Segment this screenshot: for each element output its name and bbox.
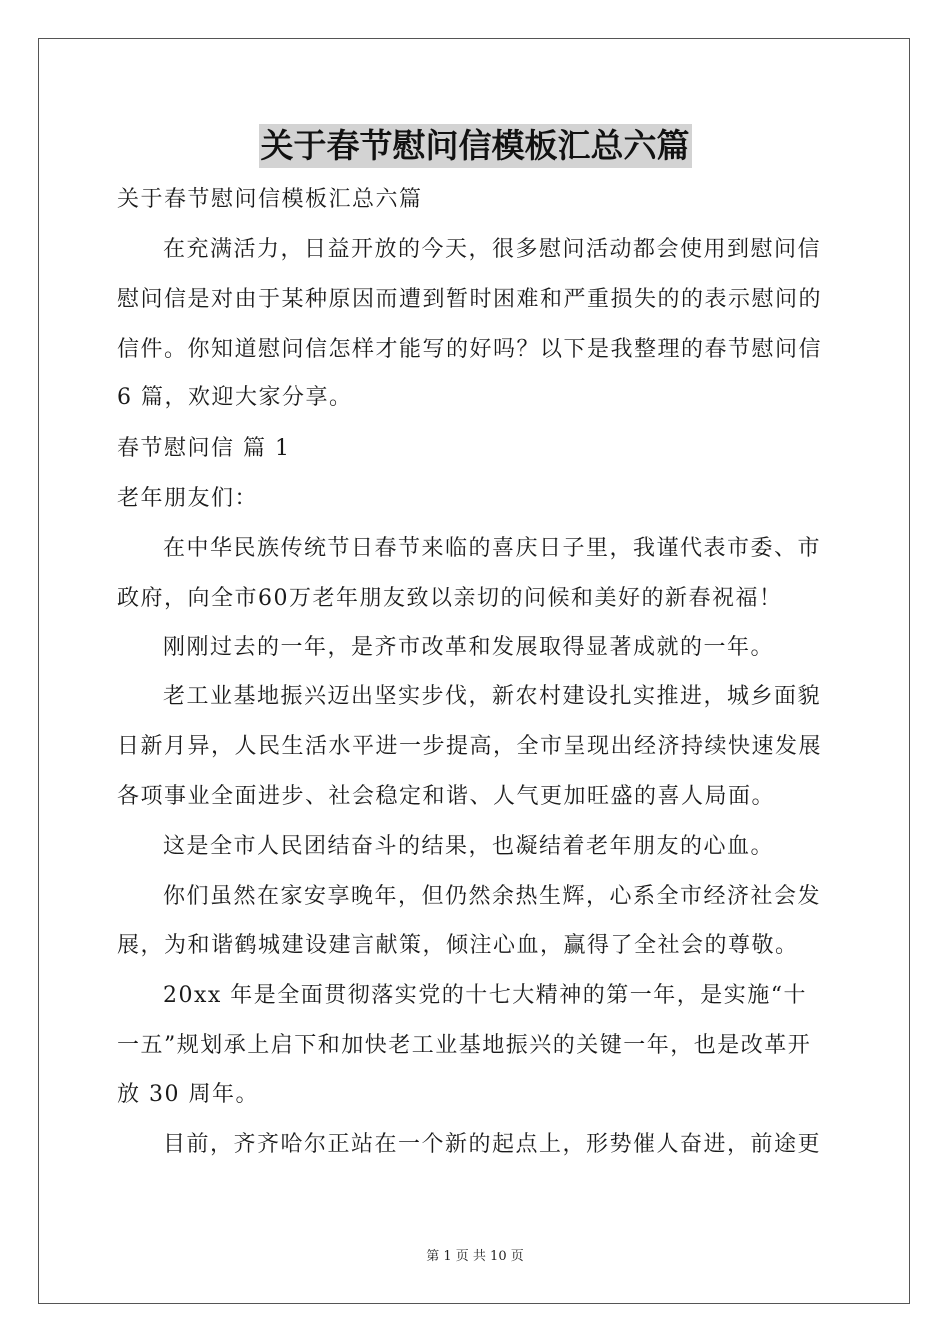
subtitle-line: 关于春节慰问信模板汇总六篇 xyxy=(117,187,423,212)
body-line: 6 篇，欢迎大家分享。 xyxy=(117,385,353,410)
body-line: 目前，齐齐哈尔正站在一个新的起点上，形势催人奋进，前途更 xyxy=(163,1132,822,1157)
title-container xyxy=(0,124,950,168)
body-line: 刚刚过去的一年，是齐市改革和发展取得显著成就的一年。 xyxy=(163,635,775,660)
page-frame xyxy=(38,38,910,1304)
body-line: 一五”规划承上启下和加快老工业基地振兴的关键一年，也是改革开 xyxy=(117,1033,812,1058)
section-heading: 春节慰问信 篇 1 xyxy=(117,436,291,461)
body-line: 放 30 周年。 xyxy=(117,1082,259,1107)
body-line: 在中华民族传统节日春节来临的喜庆日子里，我谨代表市委、市 xyxy=(163,536,822,561)
body-line: 政府，向全市60万老年朋友致以亲切的问候和美好的新春祝福！ xyxy=(117,586,783,611)
body-line: 20xx 年是全面贯彻落实党的十七大精神的第一年，是实施“十 xyxy=(163,983,808,1008)
body-line: 各项事业全面进步、社会稳定和谐、人气更加旺盛的喜人局面。 xyxy=(117,784,776,809)
document-title: 关于春节慰问信模板汇总六篇 xyxy=(259,124,692,168)
body-line: 慰问信是对由于某种原因而遭到暂时困难和严重损失的的表示慰问的 xyxy=(117,287,823,312)
body-line: 你们虽然在家安享晚年，但仍然余热生辉，心系全市经济社会发 xyxy=(163,884,822,909)
body-line: 日新月异，人民生活水平进一步提高，全市呈现出经济持续快速发展 xyxy=(117,734,823,759)
page-footer: 第 1 页 共 10 页 xyxy=(426,1249,524,1264)
body-line: 老工业基地振兴迈出坚实步伐，新农村建设扎实推进，城乡面貌 xyxy=(163,684,822,709)
body-line: 展，为和谐鹤城建设建言献策，倾注心血，赢得了全社会的尊敬。 xyxy=(117,933,799,958)
body-line: 这是全市人民团结奋斗的结果，也凝结着老年朋友的心血。 xyxy=(163,834,775,859)
salutation: 老年朋友们： xyxy=(117,486,259,511)
body-line: 信件。你知道慰问信怎样才能写的好吗？以下是我整理的春节慰问信 xyxy=(117,337,823,362)
body-line: 在充满活力，日益开放的今天，很多慰问活动都会使用到慰问信 xyxy=(163,237,822,262)
